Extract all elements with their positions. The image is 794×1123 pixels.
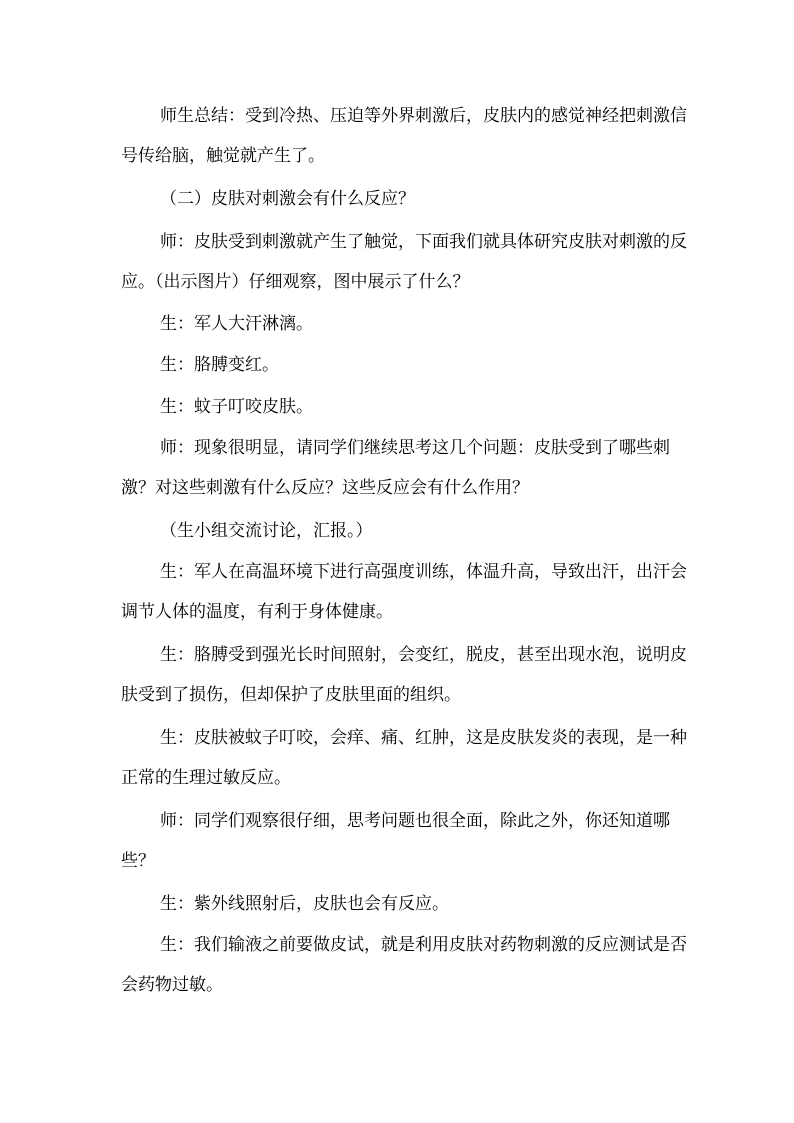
paragraph-student-answer-1: 生：军人在高温环境下进行高强度训练，体温升高，导致出汗，出汗会调节人体的温度，有利于身体健康。 (121, 562, 687, 622)
paragraph-student-2: 生：胳膊变红。 (160, 355, 279, 375)
paragraph-student-answer-3: 生：皮肤被蚊子叮咬，会痒、痛、红肿，这是皮肤发炎的表现，是一种正常的生理过敏反应。 (121, 728, 687, 788)
paragraph-student-answer-2: 生：胳膊受到强光长时间照射，会变红，脱皮，甚至出现水泡，说明皮肤受到了损伤，但却保护了皮肤里面的组织。 (121, 645, 687, 705)
paragraph-student-answer-5: 生：我们输液之前要做皮试，就是利用皮肤对药物刺激的反应测试是否会药物过敏。 (121, 935, 687, 995)
paragraph-student-1: 生：军人大汗淋漓。 (160, 314, 313, 334)
paragraph-student-3: 生：蚊子叮咬皮肤。 (160, 397, 313, 417)
paragraph-summary: 师生总结：受到冷热、压迫等外界刺激后，皮肤内的感觉神经把刺激信号传给脑，触觉就产生了。 (121, 106, 687, 166)
paragraph-teacher-intro: 师：皮肤受到刺激就产生了触觉，下面我们就具体研究皮肤对刺激的反应。（出示图片）仔细观察，图中展示了什么？ (121, 232, 687, 292)
paragraph-discussion-note: （生小组交流讨论，汇报。） (160, 521, 373, 541)
paragraph-teacher-question: 师：现象很明显，请同学们继续思考这几个问题：皮肤受到了哪些刺激？对这些刺激有什么反应？这些反应会有什么作用？ (121, 438, 670, 498)
paragraph-teacher-followup: 师：同学们观察很仔细，思考问题也很全面，除此之外，你还知道哪些？ (121, 811, 670, 871)
section-heading: （二）皮肤对刺激会有什么反应？ (160, 189, 415, 209)
paragraph-student-answer-4: 生：紫外线照射后，皮肤也会有反应。 (160, 894, 449, 914)
